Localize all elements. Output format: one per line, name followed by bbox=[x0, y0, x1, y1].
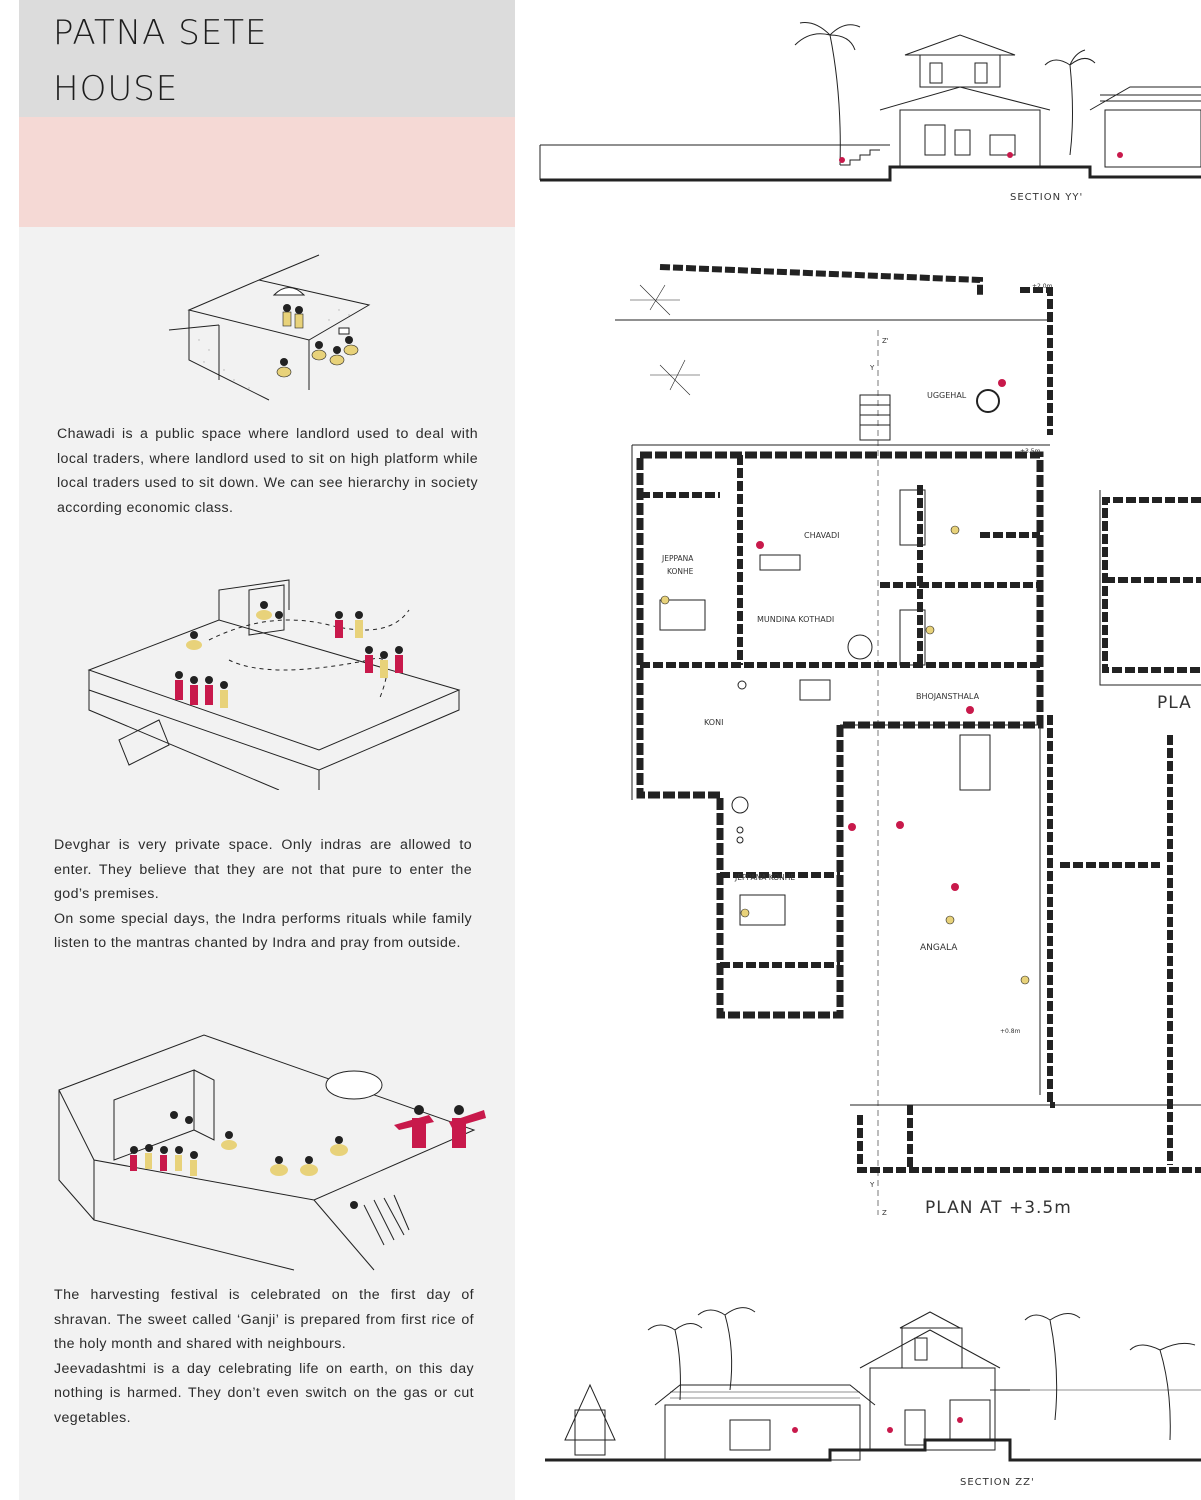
festival-text-1: The harvesting festival is celebrated on the first day of shravan. The sweet called ‘Ganji’ is prepared from first rice of the holy month and shared with neighbours. bbox=[54, 1287, 474, 1352]
festival-sketch bbox=[54, 1030, 499, 1275]
title-line-1: PATNA SETE bbox=[53, 13, 268, 53]
chawadi-sketch bbox=[159, 250, 399, 410]
chawadi-paragraph bbox=[57, 422, 478, 520]
devghar-text-2: On some special days, the Indra performs rituals while family listen to the mantras chanted by Indra and pray from outside. bbox=[54, 910, 472, 951]
room-chavadi: CHAVADI bbox=[804, 531, 840, 540]
festival-paragraph bbox=[54, 1283, 474, 1430]
title-line-2: HOUSE bbox=[53, 69, 179, 109]
title-box bbox=[19, 0, 515, 117]
room-jeppana-konhe-2: JEPPANA KONHE bbox=[735, 873, 796, 882]
accent-band bbox=[19, 117, 515, 227]
marker-z-top: Z' bbox=[882, 337, 889, 345]
section-yy-label: SECTION YY' bbox=[1010, 192, 1084, 203]
section-zz-label: SECTION ZZ' bbox=[960, 1477, 1035, 1488]
marker-y-bottom: Y bbox=[870, 1181, 875, 1189]
room-jeppana-1: JEPPANA bbox=[662, 554, 694, 563]
page-title bbox=[53, 5, 268, 117]
plan-title: PLAN AT +3.5m bbox=[925, 1198, 1072, 1218]
level-marker-1: +2.0m bbox=[1032, 283, 1053, 290]
marker-y-top: Y bbox=[870, 364, 875, 372]
section-yy-drawing bbox=[530, 15, 1201, 215]
festival-text-2: Jeevadashtmi is a day celebrating life on earth, on this day nothing is harmed. They don’t even switch on the gas or cut vegetables. bbox=[54, 1360, 474, 1426]
room-angala: ANGALA bbox=[920, 943, 958, 953]
plan-partial-label: PLA bbox=[1157, 693, 1192, 713]
devghar-text-1: Devghar is very private space. Only indras are allowed to enter. They believe that they are not that pure to enter the god’s premises. bbox=[54, 837, 472, 902]
chawadi-text: Chawadi is a public space where landlord used to deal with local traders, where landlord used to sit on high platform while local traders used to sit down. We can see hierarchy in society according economic class. bbox=[57, 426, 478, 516]
room-bhojansthala: BHOJANSTHALA bbox=[916, 692, 980, 701]
room-koni: KONI bbox=[704, 718, 724, 727]
section-zz-drawing bbox=[530, 1290, 1201, 1500]
marker-z-bottom: Z bbox=[882, 1209, 887, 1217]
room-mundina-kothadi: MUNDINA KOTHADI bbox=[757, 615, 835, 624]
level-marker-3: +0.8m bbox=[1000, 1028, 1021, 1035]
room-konhe-1: KONHE bbox=[667, 567, 694, 576]
devghar-sketch bbox=[69, 570, 469, 790]
level-marker-2: +3.5m bbox=[1020, 448, 1041, 455]
floor-plan-drawing bbox=[600, 255, 1201, 1235]
left-panel bbox=[19, 0, 515, 1500]
room-uggehal: UGGEHAL bbox=[927, 391, 967, 400]
devghar-paragraph bbox=[54, 833, 472, 956]
